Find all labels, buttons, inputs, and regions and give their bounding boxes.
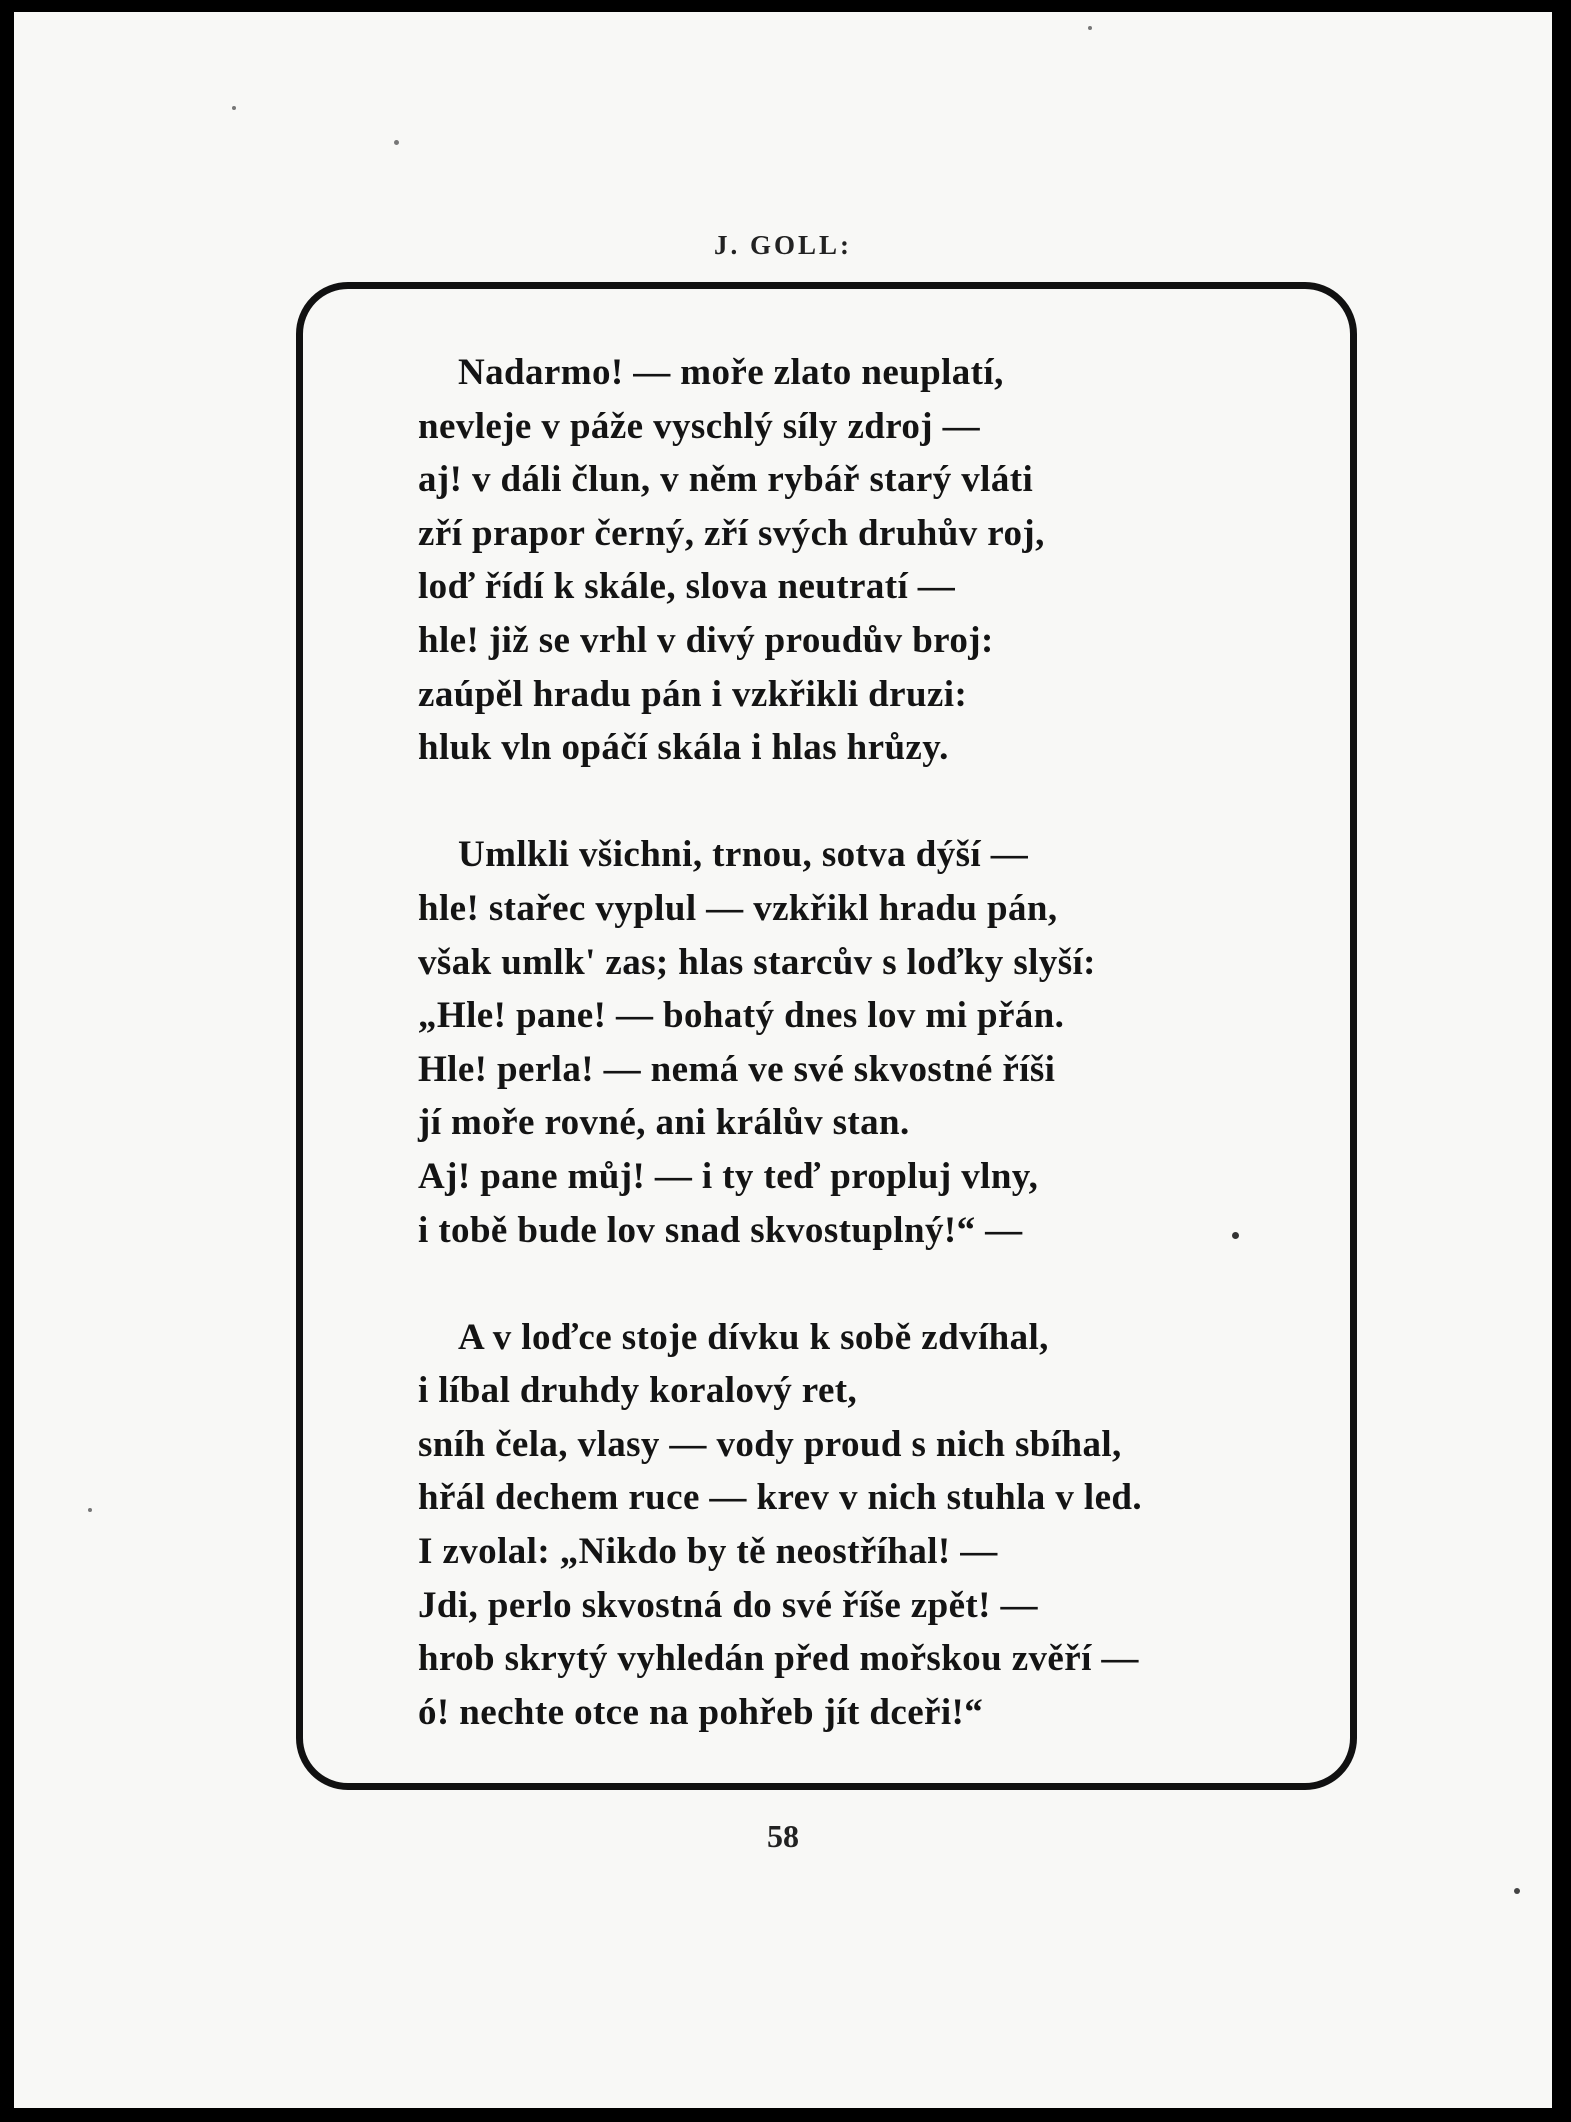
poem-line: jí moře rovné, ani králův stan. (418, 1102, 910, 1144)
poem-line: Aj! pane můj! — i ty teď propluj vlny, (418, 1155, 1039, 1197)
book-page (14, 12, 1552, 2108)
poem-line: hle! již se vrhl v divý proudův broj: (418, 619, 994, 661)
poem-line: hrob skrytý vyhledán před mořskou zvěří — (418, 1638, 1139, 1680)
print-speck (232, 106, 236, 110)
poem-line: aj! v dáli člun, v něm rybář starý vláti (418, 459, 1034, 501)
poem-line: hle! stařec vyplul — vzkřikl hradu pán, (418, 887, 1058, 929)
print-speck (1088, 26, 1092, 30)
poem-line: i líbal druhdy koralový ret, (418, 1370, 858, 1412)
stanza-2 (418, 828, 1298, 1257)
poem-line: Hle! perla! — nemá ve své skvostné říši (418, 1048, 1056, 1090)
poem-line: sníh čela, vlasy — vody proud s nich sbíhal, (418, 1423, 1122, 1465)
poem-line: zaúpěl hradu pán i vzkřikli druzi: (418, 673, 968, 715)
page-number: 58 (767, 1818, 799, 1854)
print-speck (394, 140, 399, 145)
poem-line: Jdi, perlo skvostná do své říše zpět! — (418, 1584, 1038, 1626)
print-speck (1514, 1888, 1520, 1894)
poem-line: loď řídí k skále, slova neutratí — (418, 566, 956, 608)
poem-line: však umlk' zas; hlas starcův s loďky slyší: (418, 941, 1096, 983)
poem-line: A v loďce stoje dívku k sobě zdvíhal, (458, 1316, 1049, 1358)
poem-line: zří prapor černý, zří svých druhův roj, (418, 512, 1045, 554)
poem-line: i tobě bude lov snad skvostuplný!“ — (418, 1209, 1023, 1251)
poem-line: hřál dechem ruce — krev v nich stuhla v led. (418, 1477, 1143, 1519)
stanza-3 (418, 1311, 1298, 1740)
poem-line: I zvolal: „Nikdo by tě neostříhal! — (418, 1531, 998, 1573)
poem-line: ó! nechte otce na pohřeb jít dceři!“ (418, 1691, 984, 1733)
poem-line: nevleje v páže vyschlý síly zdroj — (418, 405, 981, 447)
poem-line: hluk vln opáčí skála i hlas hrůzy. (418, 727, 949, 769)
print-speck (88, 1508, 92, 1512)
running-header: J. GOLL: (713, 230, 852, 260)
poem-line: Nadarmo! — moře zlato neuplatí, (458, 352, 1004, 393)
stanza-1 (418, 346, 1298, 775)
poem-line: Umlkli všichni, trnou, sotva dýší — (458, 834, 1029, 876)
poem-text (418, 346, 1298, 1739)
poem-line: „Hle! pane! — bohatý dnes lov mi přán. (418, 995, 1065, 1037)
